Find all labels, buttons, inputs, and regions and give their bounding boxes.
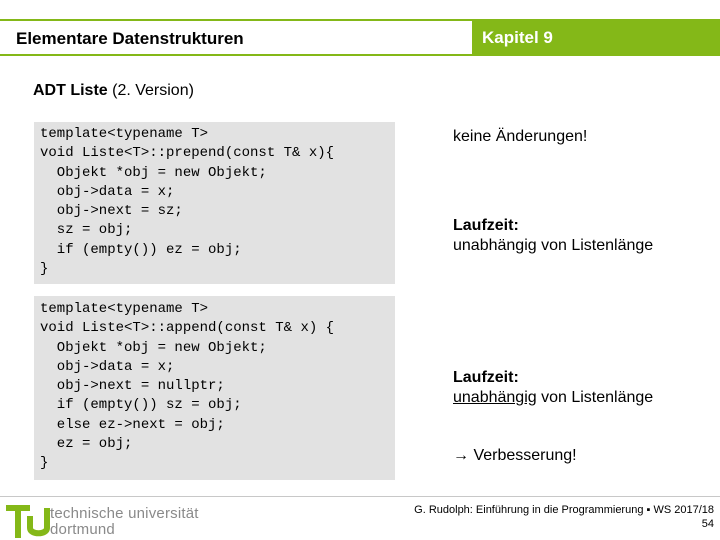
slide-subtitle xyxy=(33,82,194,100)
runtime-text: unabhängig von Listenlänge xyxy=(453,237,654,254)
code-line: template<typename T> xyxy=(40,126,209,142)
code-block-prepend xyxy=(34,122,395,284)
chapter-box xyxy=(472,19,720,56)
code-line: void Liste<T>::append(const T& x) { xyxy=(40,320,335,337)
note-runtime-prepend xyxy=(453,216,653,256)
runtime-label: Laufzeit: xyxy=(453,369,519,386)
footer-divider xyxy=(0,496,720,497)
code-line: Objekt *obj = new Objekt; xyxy=(40,164,267,181)
code-line: obj->data = x; xyxy=(40,358,175,375)
chapter-label: Kapitel 9 xyxy=(482,28,553,47)
code-line: obj->next = sz; xyxy=(40,203,183,220)
code-line: void Liste<T>::prepend(const T& x){ xyxy=(40,145,335,162)
code-line: obj->data = x; xyxy=(40,183,175,200)
page-number: 54 xyxy=(701,518,714,530)
runtime-text-underlined: unabhängig xyxy=(453,389,537,406)
code-line: obj->next = nullptr; xyxy=(40,378,225,395)
logo-text-line-2: dortmund xyxy=(50,521,115,538)
course-info: G. Rudolph: Einführung in die Programmierung ▪ WS 2017/18 xyxy=(414,504,714,516)
footer-info xyxy=(414,503,714,531)
runtime-text-rest: von Listenlänge xyxy=(536,389,654,406)
logo-text-line-1: technische universität xyxy=(50,505,199,522)
code-line: ez = obj; xyxy=(40,436,133,453)
code-line: if (empty()) sz = obj; xyxy=(40,397,242,414)
code-line: } xyxy=(40,261,49,278)
code-line: Objekt *obj = new Objekt; xyxy=(40,339,267,356)
subtitle-bold: ADT Liste xyxy=(33,82,108,99)
subtitle-rest: (2. Version) xyxy=(107,82,194,99)
code-block-append xyxy=(34,296,395,480)
note-no-changes: keine Änderungen! xyxy=(453,128,588,145)
code-line: else ez->next = obj; xyxy=(40,416,225,433)
code-line: template<typename T> xyxy=(40,301,209,317)
runtime-label: Laufzeit: xyxy=(453,217,519,234)
code-line: } xyxy=(40,455,49,472)
note-runtime-append xyxy=(453,368,653,408)
code-line: sz = obj; xyxy=(40,222,133,239)
code-line: if (empty()) ez = obj; xyxy=(40,241,242,258)
header-bar xyxy=(0,19,472,56)
page-title: Elementare Datenstrukturen xyxy=(16,29,244,48)
note-improvement: → Verbesserung! xyxy=(453,447,577,464)
